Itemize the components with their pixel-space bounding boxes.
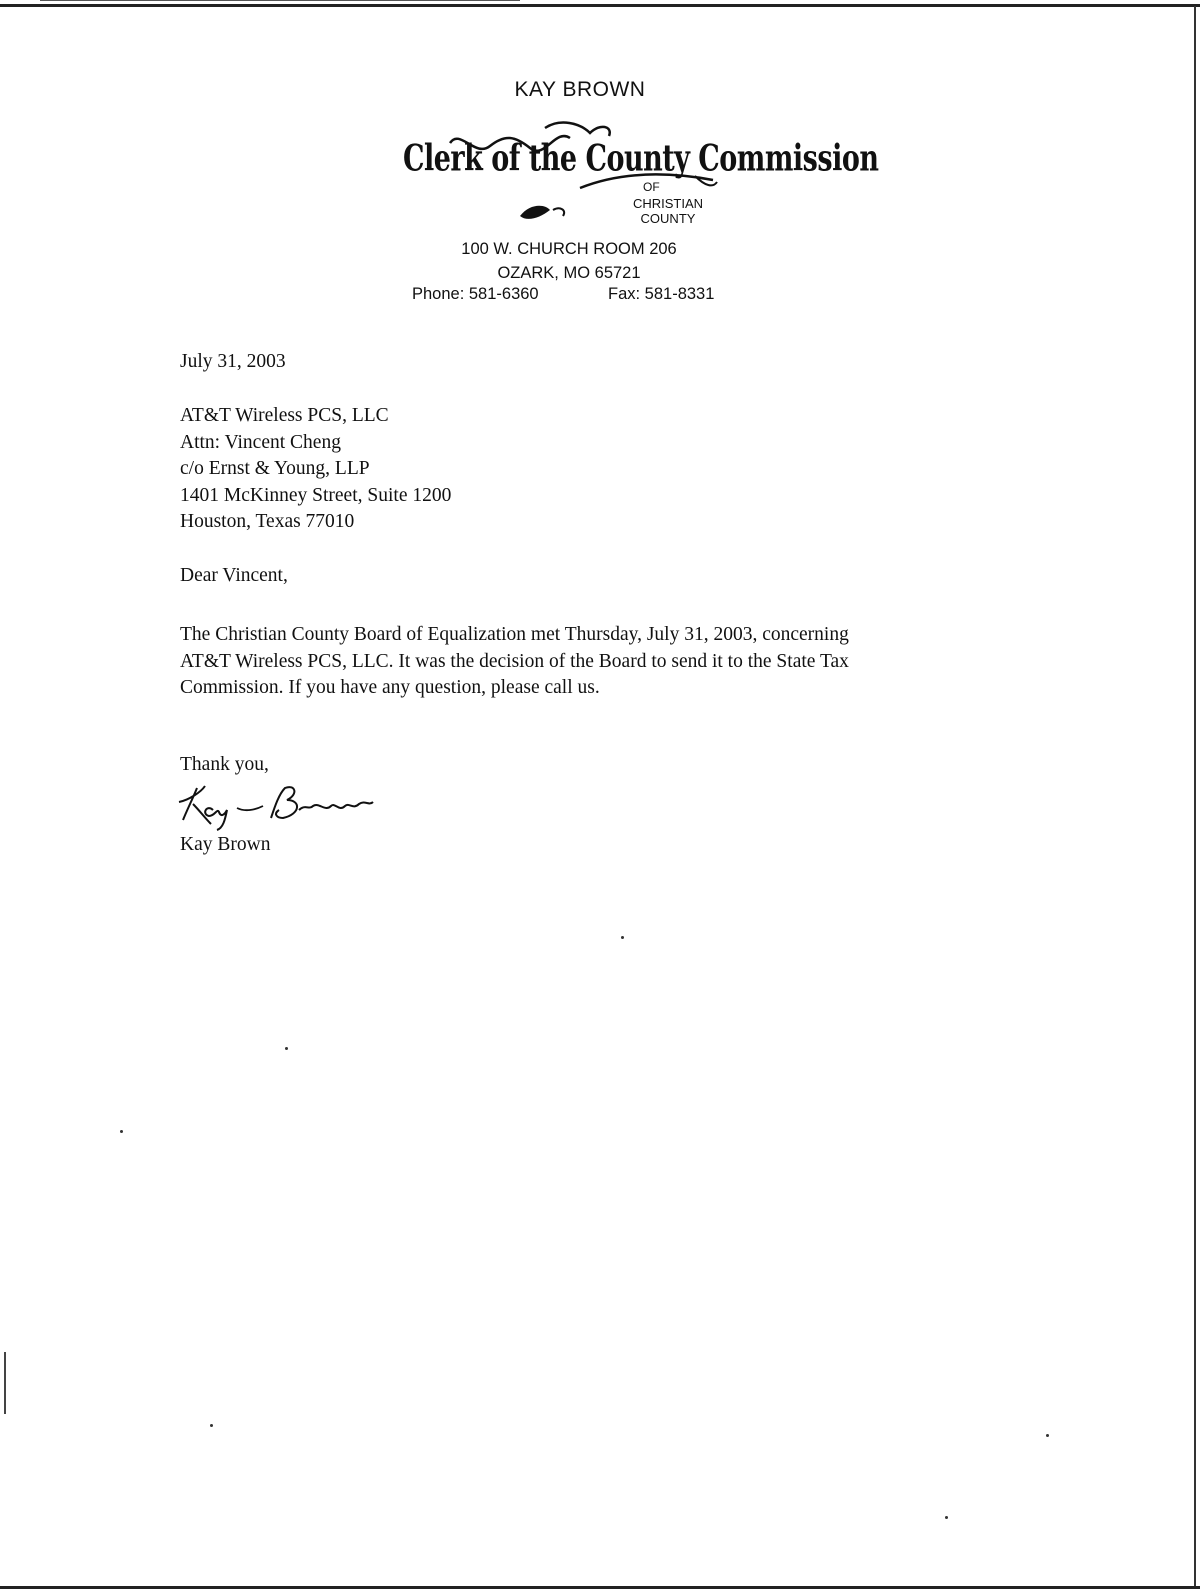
handwritten-signature <box>175 780 385 832</box>
contact-line <box>412 285 742 304</box>
recipient-line: AT&T Wireless PCS, LLC <box>180 405 389 426</box>
office-county-line: COUNTY <box>640 211 696 226</box>
body-line: AT&T Wireless PCS, LLC. It was the decision of the Board to send it to the State Tax <box>180 650 849 672</box>
office-address <box>0 237 1138 285</box>
fax-number: Fax: 581-8331 <box>608 285 715 303</box>
scan-speck <box>120 1130 123 1133</box>
scan-speck <box>621 936 624 939</box>
address-line: 100 W. CHURCH ROOM 206 <box>461 240 677 258</box>
right-border-line <box>1194 6 1196 1586</box>
recipient-line: 1401 McKinney Street, Suite 1200 <box>180 484 452 506</box>
office-county <box>623 196 713 226</box>
office-logo <box>395 118 879 234</box>
office-of-label: OF <box>643 180 660 194</box>
scan-artifact-top <box>40 0 520 4</box>
office-name: Clerk of the County Commission <box>403 138 879 180</box>
phone-number: Phone: 581-6360 <box>412 285 539 303</box>
recipient-address <box>180 403 451 536</box>
closing: Thank you, <box>180 754 269 775</box>
body-line: Commission. If you have any question, please call us. <box>180 677 600 698</box>
scan-speck <box>1046 1434 1049 1437</box>
recipient-line: Attn: Vincent Cheng <box>180 431 341 453</box>
scan-speck <box>945 1516 948 1519</box>
salutation: Dear Vincent, <box>180 565 288 586</box>
scan-speck <box>210 1424 213 1427</box>
recipient-line: Houston, Texas 77010 <box>180 511 355 532</box>
scan-speck <box>285 1047 288 1050</box>
office-county-line: CHRISTIAN <box>632 196 704 211</box>
letter-body <box>180 622 980 702</box>
recipient-line: c/o Ernst & Young, LLP <box>180 458 370 479</box>
letterhead-name: KAY BROWN <box>514 78 646 101</box>
top-border-line <box>0 4 1200 7</box>
scan-artifact-left <box>4 1352 8 1414</box>
signer-name: Kay Brown <box>180 834 271 855</box>
bottom-border-line <box>0 1586 1200 1589</box>
letter-date: July 31, 2003 <box>180 351 286 372</box>
body-line: The Christian County Board of Equalization met Thursday, July 31, 2003, concerning <box>180 624 849 645</box>
address-line: OZARK, MO 65721 <box>497 264 641 282</box>
